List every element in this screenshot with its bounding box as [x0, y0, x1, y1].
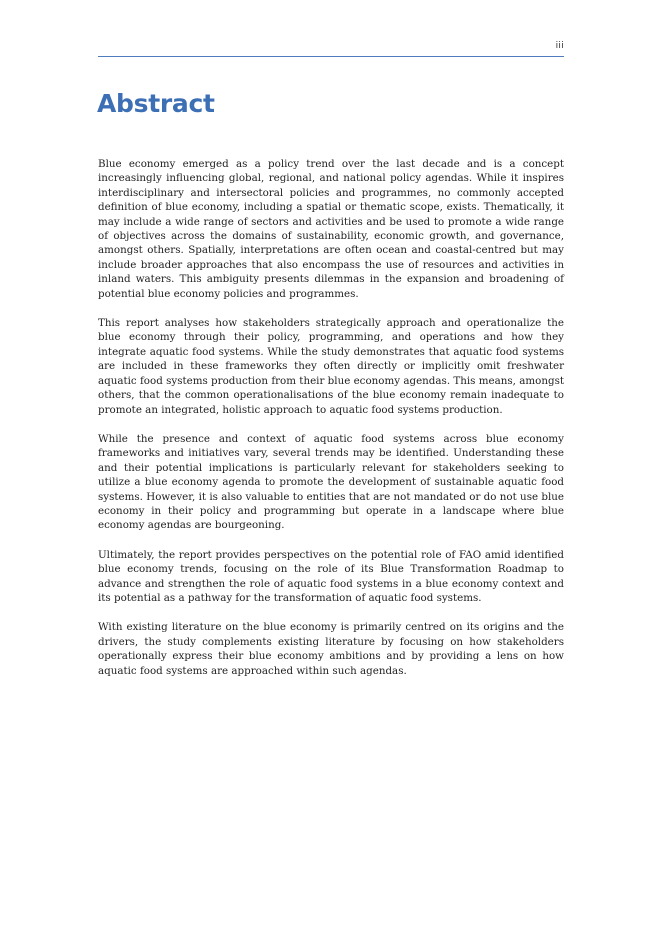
abstract-paragraph-3: While the presence and context of aquatic food systems across blue economy frameworks and initiatives vary, several trends may be identified. Understanding these and their potential implications is particularly relevant for stakeholders seeking to utilize a blue economy agenda to promote the development of sustainable aquatic food systems. However, it is also valuable to entities that are not mandated or do not use blue economy in their policy and programming but operate in a landscape where blue economy agendas are bourgeoning.	[98, 432, 564, 532]
abstract-paragraph-4: Ultimately, the report provides perspectives on the potential role of FAO amid identified blue economy trends, focusing on the role of its Blue Transformation Roadmap to advance and strengthen the role of aquatic food systems in a blue economy context and its potential as a pathway for the transformation of aquatic food systems.	[98, 548, 564, 604]
abstract-paragraph-5: With existing literature on the blue economy is primarily centred on its origins and the drivers, the study complements existing literature by focusing on how stakeholders operationally express their blue economy ambitions and by providing a lens on how aquatic food systems are approached within such agendas.	[98, 621, 564, 677]
abstract-body	[98, 157, 564, 693]
header-divider	[98, 56, 564, 57]
abstract-paragraph-1: Blue economy emerged as a policy trend over the last decade and is a concept increasingly influencing global, regional, and national policy agendas. While it inspires interdisciplinary and intersectoral policies and programmes, no commonly accepted definition of blue economy, including a spatial or thematic scope, exists. Thematically, it may include a wide range of sectors and activities and be used to promote a wide range of objectives across the domains of sustainability, economic growth, and governance, amongst others. Spatially, interpretations are often ocean and coastal-centred but may include broader approaches that also encompass the use of resources and activities in inland waters. This ambiguity presents dilemmas in the expansion and broadening of potential blue economy policies and programmes.	[98, 158, 564, 300]
page-title: Abstract	[97, 89, 215, 118]
page-number: iii	[555, 41, 564, 51]
abstract-paragraph-2: This report analyses how stakeholders strategically approach and operationalize the blue economy through their policy, programming, and operations and how they integrate aquatic food systems. While the study demonstrates that aquatic food systems are included in these frameworks they often directly or implicitly omit freshwater aquatic food systems production from their blue economy agendas. This means, amongst others, that the common operationalisations of the blue economy remain inadequate to promote an integrated, holistic approach to aquatic food systems production.	[98, 317, 564, 416]
